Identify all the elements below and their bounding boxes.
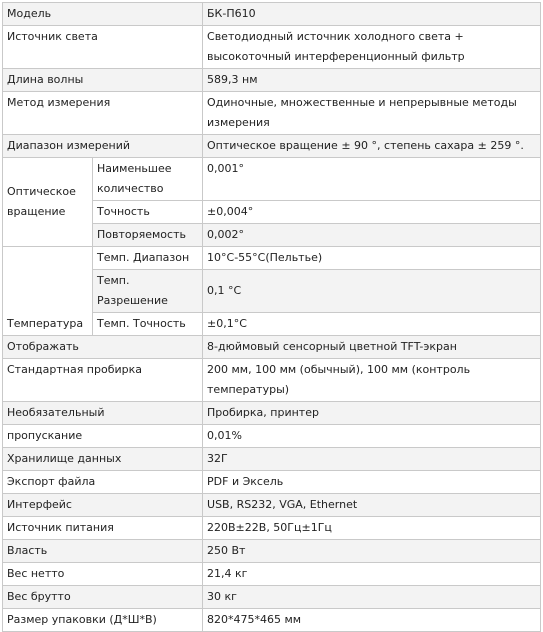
table-row	[3, 540, 541, 563]
row-label-transmission: пропускание	[3, 425, 203, 448]
row-label-range: Диапазон измерений	[3, 135, 203, 158]
table-row	[3, 135, 541, 158]
row-value-data-storage: 32Г	[203, 448, 541, 471]
row-label-power-supply: Источник питания	[3, 517, 203, 540]
row-label-model: Модель	[3, 3, 203, 26]
sub-value-temp-range: 10°C-55°C(Пельтье)	[203, 247, 541, 270]
table-row	[3, 402, 541, 425]
row-value-optional: Пробирка, принтер	[203, 402, 541, 425]
row-label-package-size: Размер упаковки (Д*Ш*В)	[3, 609, 203, 632]
sub-label-temp-resolution: Темп. Разрешение	[93, 270, 203, 313]
row-label-wavelength: Длина волны	[3, 69, 203, 92]
table-row	[3, 586, 541, 609]
table-row	[3, 26, 541, 69]
row-label-optional: Необязательный	[3, 402, 203, 425]
table-row	[3, 517, 541, 540]
row-value-display: 8-дюймовый сенсорный цветной TFT-экран	[203, 336, 541, 359]
sub-value-repeatability: 0,002°	[203, 224, 541, 247]
table-row	[3, 448, 541, 471]
row-value-interface: USB, RS232, VGA, Ethernet	[203, 494, 541, 517]
row-label-interface: Интерфейс	[3, 494, 203, 517]
sub-label-temp-range: Темп. Диапазон	[93, 247, 203, 270]
sub-label-temp-accuracy: Темп. Точность	[93, 313, 203, 336]
row-label-net-weight: Вес нетто	[3, 563, 203, 586]
sub-label-min-quantity: Наименьшее количество	[93, 158, 203, 201]
table-row	[3, 3, 541, 26]
row-label-power: Власть	[3, 540, 203, 563]
row-label-light-source: Источник света	[3, 26, 203, 69]
row-value-light-source: Светодиодный источник холодного света + высокоточный интерференционный фильтр	[203, 26, 541, 69]
specification-table	[2, 2, 541, 632]
sub-value-min-quantity: 0,001°	[203, 158, 541, 201]
row-value-gross-weight: 30 кг	[203, 586, 541, 609]
table-row	[3, 471, 541, 494]
table-row	[3, 609, 541, 632]
row-value-power-supply: 220В±22В, 50Гц±1Гц	[203, 517, 541, 540]
row-label-file-export: Экспорт файла	[3, 471, 203, 494]
row-value-wavelength: 589,3 нм	[203, 69, 541, 92]
sub-value-accuracy: ±0,004°	[203, 201, 541, 224]
row-value-net-weight: 21,4 кг	[203, 563, 541, 586]
sub-value-temp-accuracy: ±0,1°C	[203, 313, 541, 336]
table-row	[3, 336, 541, 359]
table-row	[3, 69, 541, 92]
sub-value-temp-resolution: 0,1 °C	[203, 270, 541, 313]
table-row	[3, 359, 541, 402]
row-value-standard-tube: 200 мм, 100 мм (обычный), 100 мм (контроль температуры)	[203, 359, 541, 402]
table-row	[3, 494, 541, 517]
table-row	[3, 563, 541, 586]
row-label-optical-rotation: Оптическое вращение	[3, 158, 93, 247]
table-row	[3, 247, 541, 270]
sub-label-accuracy: Точность	[93, 201, 203, 224]
table-row	[3, 425, 541, 448]
row-value-file-export: PDF и Эксель	[203, 471, 541, 494]
row-value-power: 250 Вт	[203, 540, 541, 563]
row-value-range: Оптическое вращение ± 90 °, степень сахара ± 259 °.	[203, 135, 541, 158]
row-value-model: БК-П610	[203, 3, 541, 26]
row-label-display: Отображать	[3, 336, 203, 359]
row-label-temperature: Температура	[3, 247, 93, 336]
row-label-data-storage: Хранилище данных	[3, 448, 203, 471]
table-row	[3, 158, 541, 201]
row-label-gross-weight: Вес брутто	[3, 586, 203, 609]
sub-label-repeatability: Повторяемость	[93, 224, 203, 247]
row-value-package-size: 820*475*465 мм	[203, 609, 541, 632]
row-label-standard-tube: Стандартная пробирка	[3, 359, 203, 402]
row-label-method: Метод измерения	[3, 92, 203, 135]
row-value-transmission: 0,01%	[203, 425, 541, 448]
row-value-method: Одиночные, множественные и непрерывные методы измерения	[203, 92, 541, 135]
table-row	[3, 92, 541, 135]
